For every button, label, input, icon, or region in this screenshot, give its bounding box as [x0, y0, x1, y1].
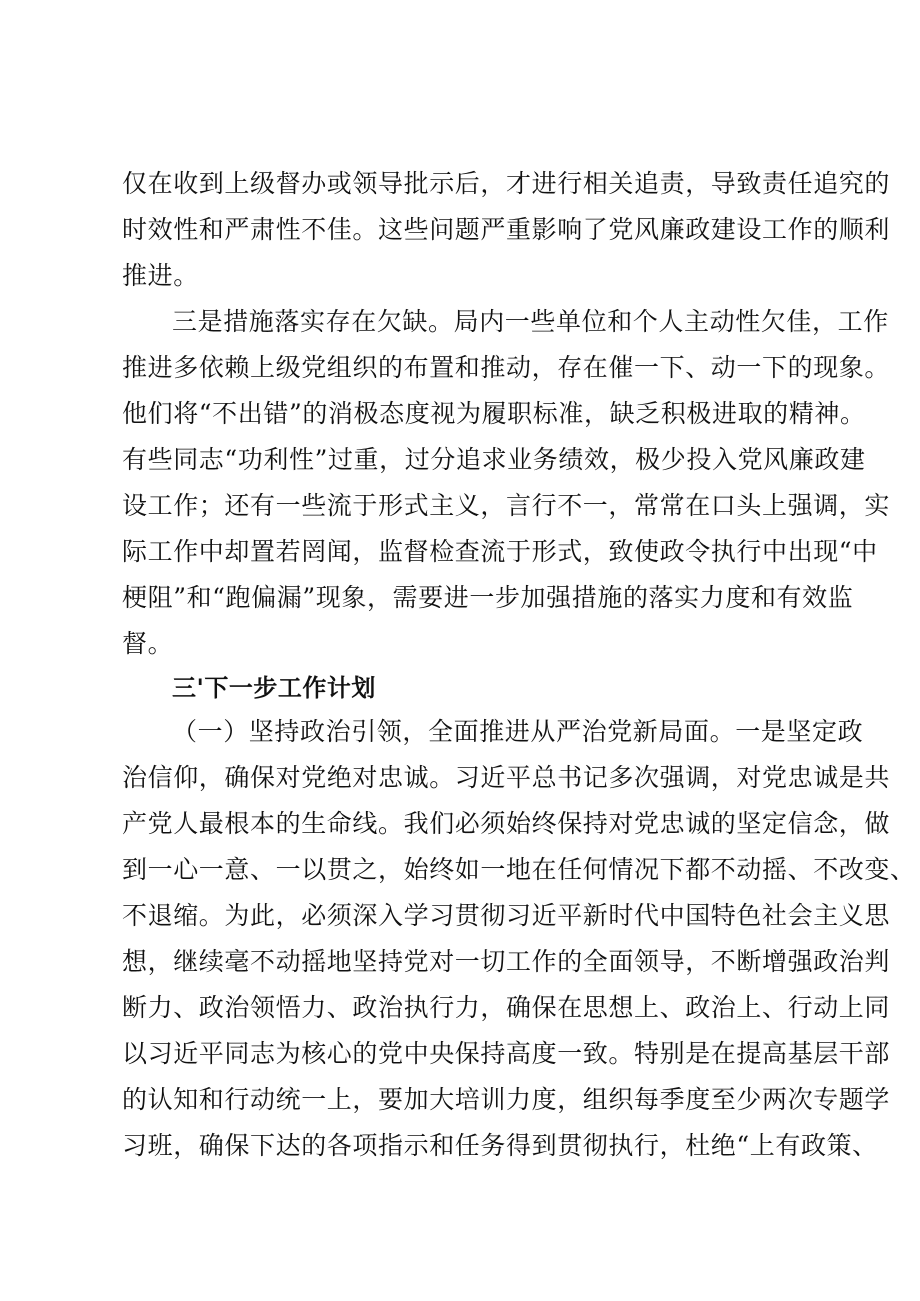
body-text-line: 推进多依赖上级党组织的布置和推动，存在催一下、动一下的现象。	[122, 353, 891, 382]
body-text-line: 的认知和行动统一上，要加大培训力度，组织每季度至少两次专题学	[122, 1085, 891, 1114]
body-text-line: 以习近平同志为核心的党中央保持高度一致。特别是在提高基层干部	[122, 1039, 891, 1068]
body-text-line: 时效性和严肃性不佳。这些问题严重影响了党风廉政建设工作的顺利	[122, 215, 891, 244]
body-text-line: 际工作中却置若罔闻，监督检查流于形式，致使政令执行中出现“中	[122, 537, 878, 566]
paragraph-first-line: 三是措施落实存在欠缺。局内一些单位和个人主动性欠佳，工作	[172, 307, 889, 336]
body-text-line: 他们将“不出错”的消极态度视为履职标准，缺乏积极进取的精神。	[122, 399, 866, 428]
body-text-line: 想，继续毫不动摇地坚持党对一切工作的全面领导，不断增强政治判	[122, 947, 891, 976]
body-text-line: 治信仰，确保对党绝对忠诚。习近平总书记多次强调，对党忠诚是共	[122, 763, 891, 792]
body-text-line: 到一心一意、一以贯之，始终如一地在任何情况下都不动摇、不改变、	[122, 855, 916, 884]
section-heading: 三'下一步工作计划	[172, 674, 376, 702]
paragraph-first-line: （一）坚持政治引领，全面推进从严治党新局面。一是坚定政	[172, 717, 864, 746]
body-text-line: 断力、政治领悟力、政治执行力，确保在思想上、政治上、行动上同	[122, 993, 891, 1022]
body-text-line: 督。	[122, 629, 174, 658]
body-text-line: 梗阻”和“跑偏漏”现象，需要进一步加强措施的落实力度和有效监	[122, 583, 854, 612]
body-text-line: 设工作；还有一些流于形式主义，言行不一，常常在口头上强调，实	[122, 491, 891, 520]
body-text-line: 有些同志“功利性”过重，过分追求业务绩效，极少投入党风廉政建	[122, 445, 866, 474]
body-text-line: 推进。	[122, 261, 199, 290]
body-text-line: 不退缩。为此，必须深入学习贯彻习近平新时代中国特色社会主义思	[122, 901, 891, 930]
body-text-line: 习班，确保下达的各项指示和任务得到贯彻执行，杜绝“上有政策、	[122, 1131, 878, 1160]
body-text-line: 产党人最根本的生命线。我们必须始终保持对党忠诚的坚定信念，做	[122, 809, 891, 838]
body-text-line: 仅在收到上级督办或领导批示后，才进行相关追责，导致责任追究的	[122, 169, 891, 198]
